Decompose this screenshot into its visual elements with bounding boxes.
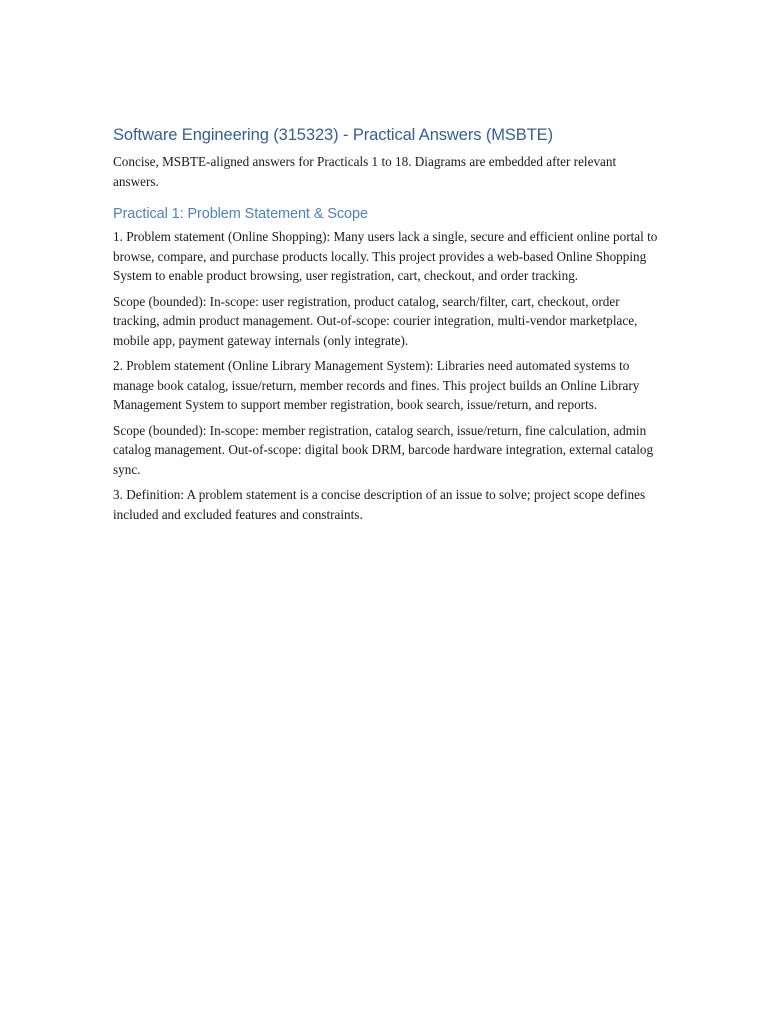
paragraph-scope-library: Scope (bounded): In-scope: member registration, catalog search, issue/return, fine calculation, admin catalog management. Out-of-scope: digital book DRM, barcode hardware integration, external catalog sync. [113,422,654,477]
paragraph-definition: 3. Definition: A problem statement is a concise description of an issue to solve; project scope defines included and excluded features and constraints. [113,487,646,522]
paragraph-problem-statement-online-shopping: 1. Problem statement (Online Shopping): Many users lack a single, secure and efficient online portal to browse, compare, and purchase products locally. This project provides a web-based Online Shopping System to enable product browsing, user registration, cart, checkout, and order tracking. [113,229,658,283]
paragraph-scope-online-shopping: Scope (bounded): In-scope: user registration, product catalog, search/filter, cart, checkout, order tracking, admin product management. Out-of-scope: courier integration, multi-vendor marketplace, mobile app, payment gateway internals (only integrate). [113,293,638,348]
document-title: Software Engineering (315323) - Practical Answers (MSBTE) [113,126,553,144]
intro-paragraph: Concise, MSBTE-aligned answers for Practicals 1 to 18. Diagrams are embedded after relevant answers. [113,154,617,189]
paragraph-problem-statement-library: 2. Problem statement (Online Library Management System): Libraries need automated systems to manage book catalog, issue/return, member records and fines. This project builds an Online Library Management System to support member registration, book search, issue/return, and reports. [113,358,640,412]
document-page [113,124,663,530]
section-heading-practical-1: Practical 1: Problem Statement & Scope [113,206,368,222]
